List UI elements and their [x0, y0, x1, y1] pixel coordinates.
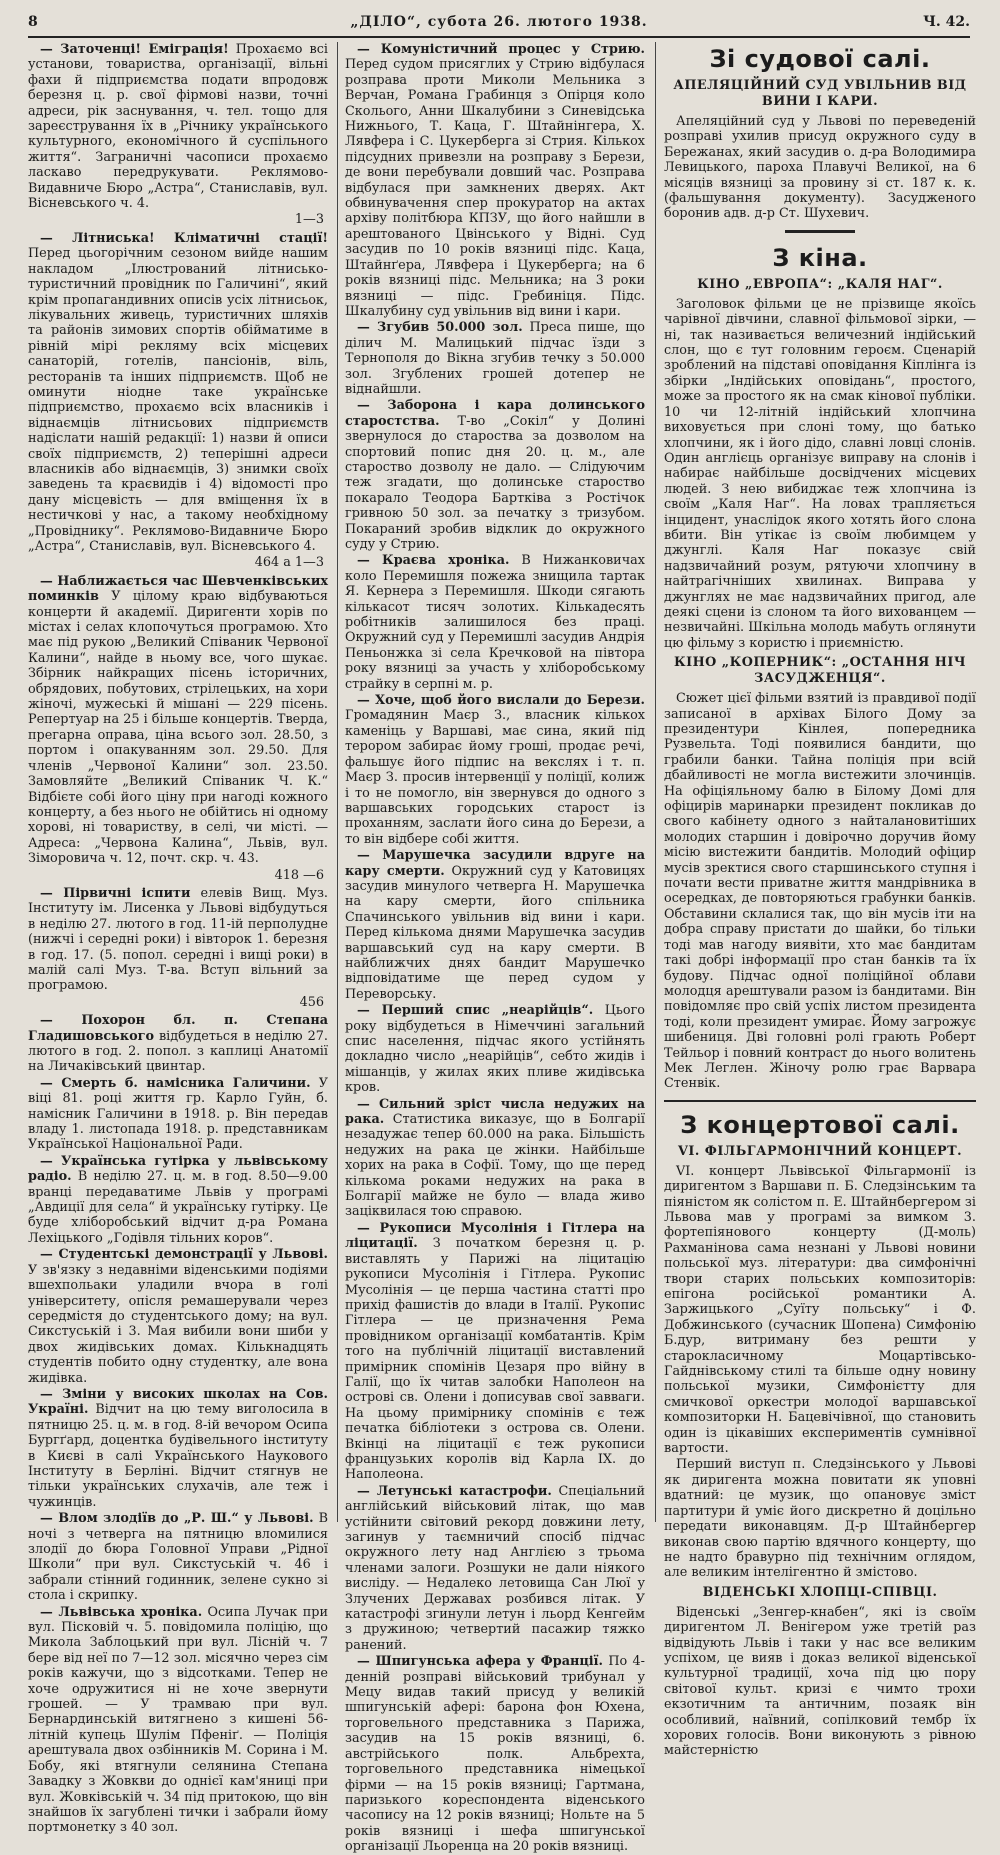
- column-1-news: [28, 42, 328, 1836]
- news-item-text: Громадянин Маєр З., власник кількох каменіць у Варшаві, має сина, який під терором забирає йому гроші, продає речі, фальшує його підпис на векслях і т. п. Маєр З. просив інтервенції у поліції, колиж і то не помогло, він звернувся до одного з варшавських городських старост із проханням, заслати його сина до Берези, а то він відбере собі життя.: [345, 708, 645, 847]
- news-item-lead: — Наближається час Шевченківських поминків: [28, 573, 328, 605]
- issue-number: Ч. 42.: [923, 14, 970, 30]
- header-rule: [28, 36, 970, 38]
- vienna-boys-subheading: ВІДЕНСЬКІ ХЛОПЦІ-СПІВЦІ.: [702, 1584, 938, 1600]
- ad-reference-number: 1—3: [294, 212, 324, 228]
- cinema-europa-subheading: КІНО „ЕВРОПА“: „КАЛЯ НАГ“.: [697, 276, 943, 292]
- news-item-text: Перед судом присяглих у Стрию відбулася розправа проти Миколи Мельника з Верчан, Романа Грабинця з Опірця коло Сколього, Анни Шкалубини з Синевідська Нижнього, Т. Каца, Г. Штайнінгера, Х. Лявфера і С. Цукерберга зі Стрия. Кількох підсудних привезли на розправу з Берези, де вони перебували довший час. Розправа відбулася при замкнених дверях. Акт обвинувачення спер прокуратор на актах архіву політбюра КПЗУ, що його найшли в арештованого Цвінського у Відні. Суд засудив по 10 років вязниці підс. Каца, Штайнґера, Лявфера і Цукерберга; на 6 років вязниці підс. Мельника; на 3 роки вязниці — підс. Гребиніця. Підс. Шкалубину суд увільнив від вини і кари.: [345, 57, 645, 319]
- news-item: [28, 574, 328, 867]
- news-item: [28, 42, 328, 211]
- news-item: [345, 1003, 645, 1095]
- news-item-lead: — Згубив 50.000 зол.: [357, 320, 523, 336]
- news-item-lead: — Сильний зріст числа недужих на рака.: [345, 1096, 645, 1128]
- news-item-text: У зв'язку з недавніми віденськими подіями вшехпольаки уладили вчора в голі університету, опісля ремашерували через середмістя до студентського дому; на вул. Сикстуській і 3. Мая вибили вони шиби у двох жидівських домах. Кількнадцять студентів побито одну студентку, але вона жидівка.: [28, 1262, 328, 1386]
- cinema-europa-review: Заголовок фільми це не прізвище якоїсь чарівної дівчини, славної фільмової зірки, — ні, так називається величезний індійський слон, що є тут головним героєм. Сценарій зроблений на підставі оповідання Кіплінга із збірки „Індійських оповідань“, простого, може за простого як на смак кінової публіки. 10 чи 12-літній індійський хлопчина виховується при слоні тому, що батько хлопчини, як і його дідо, славні ловці слонів. Один англієць організує виправу на слонів і набирає найбільше досвідчених місцевих людей. З нею вибиджає теж хлопчина із своїм „Каля Наг“. На ловах трапляється інцидент, унаслідок якого хотять його слона вбити. Він утікає із своїм любимцем у джунглі. Каля Наг показує свій надзвичайний розум, рятуючи хлопчину в найтрагічніших хвилинах. Виправа у джунглях не має надзвичайних пригод, але деякі сцени із слоном та його вихованцем — незвичайні. Шкільна молодь мабуть оглянути цю фільму з користю і приємністю.: [664, 296, 976, 651]
- news-item: [28, 1013, 328, 1075]
- news-item: [345, 553, 645, 692]
- news-item-lead: — Шпигунська афера у Франції.: [357, 1654, 603, 1670]
- court-article-text: Апеляційний суд у Львові по переведеній розправі ухилив присуд окружного суду в Бережанах, який засудив о. д-ра Володимира Левицького, пароха Плавучі Великої, на 6 місяців вязниці за провину зі ст. 187 к. к. (фальшування документу). Засудженого боронив адв. д-р Ст. Шухевич.: [664, 114, 976, 222]
- ad-reference-number: 464 а 1—3: [254, 555, 324, 571]
- philharmonic-concert-review-cont: Перший виступ п. Следзінського у Львові як диригента можна повитати як уповні вдатний: це музик, що опановує зміст партитури й уміє його дискретно й доцільно передати виконавцям. Д-р Штайнбергер виконав свою партію вдячного концерту, що не надто бравурно під технічним оглядом, але великим інтелігентно й змістово.: [664, 1457, 976, 1581]
- news-item: [28, 1511, 328, 1603]
- news-item-lead: — Літниська! Кліматичні стації!: [40, 230, 328, 246]
- news-item-text: У цілому краю відбуваються концерти й академії. Диригенти хорів по містах і селах клопочуться програмою. Хто має під рукою „Великий Співаник Червоної Калини“, найде в ньому все, чого шукає. Збірник найкращих пісень історичних, обрядових, побутових, стрілецьких, на хори жіночі, мужеські й мішані — 229 пісень. Репертуар на 25 і більше концертів. Тверда, прегарна оправа, ціна всього зол. 28.50, з портом і опакуванням зол. 29.50. Для членів „Червоної Калини“ зол. 23.50. Замовляйте „Великий Співаник Ч. К.“ Відбієте собі його ціну при нагоді кожного концерту, а без нього не обійтись ні одному хорові, ні товариству, в селі, чи місті. — Адреса: „Червона Калина“, Львів, вул. Зіморовича ч. 12, почт. скр. ч. 43.: [28, 589, 328, 867]
- news-item-text: Т-во „Сокіл“ у Долині звернулося до староства за дозволом на спортовий попис дня 20. ц. м., але староство дозволу не дало. — Слідуючим теж згадати, що долинське староство покарало Теодора Бартківа з Ростічок гривною 50 зол. за печатку з тризубом. Покараний зробив відклик до окружного суду у Стрию.: [345, 413, 645, 552]
- news-item-text: З початком березня ц. р. виставлять у Парижі на ліцитацію рукописи Мусолінія і Гітлера. Рукопис Мусолінія — це перша частина статті про прихід фашистів до влади в Італії. Рукопис Гітлера — це призначення Рема провідником організації комбатантів. Крім того на публічній ліцитації виставлений примірник спомінів Цезаря про війну в Галії, що їх читав залобки Наполеон на острові св. Олени і дописував свої завваги. На цьому примірнику спомінів є теж печатка бібліотеки з острова св. Олени. Вкінці на ліцитації є теж рукописи французьких королів від Карла IX. до Наполеона.: [345, 1236, 645, 1483]
- vienna-boys-review: Віденські „Зенгер-кнабен“, які із своїм диригентом Л. Венігером уже третій раз відвідують Львів і таки у нас все великим успіхом, це вияв і доказ великої віденської культурної традиції, хоча під цю пору світової культ. кризі є чимто трохи екзотичним та античним, позаяк він особливий, наївний, сопілковий тембр їх хорових голосів. Вони виконують з рівною майстерністю: [664, 1604, 976, 1759]
- news-item-text: Прохаємо всі установи, товариства, організації, вільні фахи й підприємства подати впродовж березня ц. р. свої фірмові назви, точні адреси, рік заснування, ч. тел. тощо для зареєстрування їх в „Річнику українського культурного, економічного й суспільного життя“. Заграничні часописи прохаємо ласкаво передрукувати. Реклямово-Видавниче Бюро „Астра“, Станиславів, вул. Вісневського ч. 4.: [28, 42, 328, 212]
- news-item-lead: — Студентські демонстрації у Львові.: [40, 1247, 328, 1263]
- news-item: [345, 1221, 645, 1483]
- column-divider: [655, 42, 656, 1522]
- news-item-lead: — Заборона і кара долинського старостства.: [345, 398, 645, 429]
- news-item-text: Окружний суд у Катовицях засудив минулого четверга Н. Марушечка на кару смерти, його спільника Спачинського увільнив від вини і кари. Перед кількома днями Марушечка засудив варшавський суд на кару смерти. В найближчих днях бандит Марушечко відповідатиме ще перед судом у Переворську.: [345, 863, 645, 1002]
- news-item: [345, 1654, 645, 1854]
- cinema-section-heading: З кіна.: [772, 243, 868, 272]
- column-divider: [337, 42, 338, 1522]
- news-item-lead: — Перший спис „неарійців“.: [357, 1003, 594, 1019]
- news-item-lead: — Влом злодіїв до „Р. Ш.“ у Львові.: [40, 1511, 314, 1527]
- court-section-heading: Зі судової салі.: [709, 45, 931, 73]
- news-item-text: елевів Вищ. Муз. Інституту ім. Лисенка у Львові відбудуться в неділю 27. лютого в год. 11-ій перполудне (нижчі і середні роки) і вівторок 1. березня в год. 17. (5. попол. середні і вищі роки) в малій салі Муз. Т-ва. Вступ вільний за програмою.: [28, 885, 328, 994]
- news-item-text: В Нижанковичах коло Перемишля пожежа знищила тартак Я. Кернера з Перемишля. Шкоди сягають кількасот тисяч золотих. Кількадесять робітників залишилося без праці. Окружний суд у Перемишлі засудив Андрія Пеньонжка зі села Кречковой на півтора року вязниці за участь у хліборобському страйку в серпні м. р.: [345, 553, 645, 692]
- news-item-lead: — Львівська хроніка.: [40, 1604, 203, 1620]
- cinema-kopernyk-subheading: КІНО „КОПЕРНИК“: „ОСТАННЯ НІЧ ЗАСУДЖЕНЦЯ“.: [673, 655, 967, 687]
- news-item-text: По 4-денній розправі військовий трибунал у Мецу видав такий присуд у великій шпигунській афері: барона фон Юхена, торговельного представника з Парижа, засудив на 15 років вязниці, 6. австрійського полк. Альбрехта, торговельного представника німецької фірми — на 15 років вязниці; Гартмана, паризького кореспондента віденського часопису на 12 років вязниці; Нольте на 5 років вязниці і шефа шпигунської організації Льоренца на 20 років вязниці.: [345, 1654, 645, 1855]
- cinema-kopernyk-review: Сюжет цієї фільми взятий із правдивої події записаної в архівах Білого Дому за президентури Кінлея, попередника Рузвельта. Тоді появилися бандити, що грабили банки. Тайна поліція при всій дбайливості не могла вистежити злочинців. На офіціяльному балю в Білому Домі для офіцирів маринарки президент покликав до свого кабінету одного з найталановитіших молодих старшин і довірочно доручив йому місію вистежити бандитів. Молодий офіцир мусів зректися свого старшинського ступня і почати вести приватне життя мандрівника в осередках, де повторяються грабунки банків. Обставини склалися так, що він мусів іти на добра справу пристати до шайки, бо тільки тоді мав нагоду виявіти, хто має бандитам такі добрі інформації про стан банків та їх будову. Підчас одної поліційної облави молодця арештували разом із бандитами. Він повідомляє про свій успіх листом президента тоді, коли президент умирає. Йому загрожує шибениця. Дві головні ролі грають Роберт Тейльор і повний контраст до нього волитень Мек Леглен. Жіночу ролю грає Варвара Стенвік.: [664, 691, 976, 1092]
- news-item-lead: — Зміни у високих школах на Сов. Україні.: [28, 1386, 328, 1418]
- news-item-text: У віці 81. році життя гр. Карло Гуйн, б. намісник Галичини в 1918. р. Він передав владу 1. листопада 1918. р. представникам Української Національної Ради.: [28, 1075, 328, 1153]
- news-item-text: Перед цьогорічним сезоном вийде нашим накладом „Ілюстрований літнисько-туристичний провідник по Галичині“, який крім пропагандивних описів усіх літнисьок, лікувальних живець, туристичних шляхів та районів зимових спортів обійматиме в рівній мірі рекляму всіх місцевих санаторій, готелів, пансіонів, віль, ресторанів та інших підприємств. Щоб не оминути ніодне таке українське підприємство, прохаємо всіх власників і віднаємців літнисьових підприємств надіслати нашій редакції: 1) назви й описи своїх підприємств, 2) теперішні адреси власників або віднаємців, 3) знимки своїх заведень та краєвидів і 4) відомості про дану місцевість — для вміщення їх в нестичкові у нас, а такому необхідному „Провіднику“. Реклямово-Видавниче Бюро „Астра“, Станиславів, вул. Вісневського 4.: [28, 246, 328, 554]
- section-separator: [664, 1100, 976, 1102]
- news-item-lead: — Краєва хроніка.: [357, 553, 510, 569]
- news-item: [28, 231, 328, 555]
- news-item-text: Цього року відбудеться в Німеччині загальний спис населення, підчас якого устійнять докладно число „неарійців“, себто жидів і мішанців, у жилах яких пливе жидівська кров.: [345, 1003, 645, 1096]
- news-item: [28, 1154, 328, 1246]
- news-item: [345, 693, 645, 847]
- news-item-lead: — Рукописи Мусолінія і Гітлера на ліцитації.: [345, 1220, 645, 1252]
- news-item: [345, 42, 645, 319]
- news-item-text: Осипа Лучак при вул. Пісковій ч. 5. повідомила поліцію, що Микола Заблоцький при вул. Лісній ч. 7 бере від неї по 7—12 зол. місячно через сім років кажучи, що з відсотками. Тепер не хоче одружитися ні не хоче звернути грошей. — У трамваю при вул. Бернардинській витягнено з кишені 56-літній купець Шулім Пфеніґ. — Поліція арештувала двох озбінників М. Сорина і М. Бобу, які втягнули селянина Степана Завадку з Жовкви до однієї кам'яниці при вул. Жовківській ч. 34 під притокою, що він знайшов їх загублені тички і забрали йому портмонетку з 40 зол.: [28, 1604, 328, 1836]
- column-3-reviews: [664, 42, 976, 1759]
- news-item-text: Статистика виказує, що в Болгарії незадужає тепер 60.000 на рака. Більшість недужих на рака це жінки. Найбільше хорих на рака в Софії. Тому, що ще перед кількома роками недужих на рака в Болгарії майже не було — влада живо заціквилася тою справою.: [345, 1112, 645, 1220]
- news-item: [345, 320, 645, 397]
- news-item: [345, 848, 645, 1002]
- news-item-lead: — Хоче, щоб його вислали до Берези.: [357, 693, 645, 709]
- news-item: [28, 886, 328, 994]
- news-item-lead: — Марушечка засудили вдруге на кару смерти.: [345, 848, 645, 879]
- news-item-lead: — Пірвичні іспити: [40, 885, 191, 901]
- court-article-subheading: АПЕЛЯЦІЙНИЙ СУД УВІЛЬНИВ ВІД ВИНИ І КАРИ.: [673, 78, 967, 109]
- philharmonic-concert-subheading: VI. ФІЛЬГАРМОНІЧНИЙ КОНЦЕРТ.: [677, 1143, 963, 1159]
- news-item: [345, 1484, 645, 1653]
- news-item: [28, 1387, 328, 1510]
- newspaper-title: „ДІЛО“, субота 26. лютого 1938.: [350, 14, 648, 30]
- concert-section-heading: З концертової салі.: [680, 1110, 960, 1139]
- section-separator: [785, 230, 855, 233]
- news-item-lead: — Смерть б. намісника Галичини.: [40, 1075, 311, 1091]
- news-item: [28, 1605, 328, 1836]
- ad-reference-number: 418 —6: [274, 867, 324, 883]
- ad-reference-number: 456: [299, 994, 324, 1010]
- news-item: [28, 1247, 328, 1386]
- news-item-lead: — Похорон бл. п. Степана Гладишовського: [28, 1013, 328, 1044]
- news-item-text: В ночі з четверга на пятницю вломилися злодії до бюра Головної Управи „Рідної Школи“ при вул. Сикстуській ч. 46 і забрали стінний годинник, зелене сукно зі стола і скрипку.: [28, 1511, 328, 1604]
- news-item-text: Відчит на цю тему виголосила в пятницю 25. ц. м. в год. 8-ій вечором Осипа Бургґард, доцентка будівельного інституту в Києві в салі Українського Наукового Інституту в Берліні. Відчит стягнув не тільки українських слухачів, але теж і чужинців.: [28, 1402, 328, 1510]
- news-item-lead: — Заточенці! Еміграція!: [40, 42, 229, 57]
- news-item-text: відбудеться в неділю 27. лютого в год. 2. попол. з каплиці Анатомії на Личаківський цвинтар.: [28, 1028, 328, 1075]
- page-header: [28, 14, 970, 36]
- news-item: [345, 398, 645, 552]
- news-item: [28, 1076, 328, 1153]
- news-item-lead: — Летунські катастрофи.: [357, 1483, 552, 1499]
- news-item-lead: — Комуністичний процес у Стрию.: [357, 42, 645, 57]
- column-2-news: [345, 42, 645, 1855]
- page-number: 8: [28, 14, 38, 30]
- news-item-text: Преса пише, що ділич М. Малицький підчас їзди з Тернополя до Вікна згубив течку з 50.000 зол. Згублених грошей дотепер не віднайшли.: [345, 320, 645, 397]
- news-item-lead: — Українська гутірка у львівському радіо.: [28, 1153, 328, 1185]
- news-item-text: Спеціальний англійський військовий літак, що мав устійнити світовий рекорд довжини лету, загинув у таємничий спосіб підчас окружного лету над Англією з трьома членами залоги. Розшуки не дали ніякого висліду. — Недалеко летовища Сан Люї у Злучених Державах розбився літак. У катастрофі згинули летун і льорд Кенгейм з дружиною; четвертий пасажир тяжко ранений.: [345, 1483, 645, 1653]
- news-item-text: В неділю 27. ц. м. в год. 8.50—9.00 вранці передаватиме Львів у програмі „Авдиції для села“ й українську гутірку. Це буде хліборобський відчит д-ра Романа Лехіцького „Годівля тільних коров“.: [28, 1169, 328, 1246]
- philharmonic-concert-review: VI. концерт Львівської Фільгармонії із диригентом з Варшави п. Б. Следзінським та піяністом як солістом п. Е. Штайнбергером зі Львова мав у програмі за вимком 3. фортепіянового концерту (Д-моль) Рахманінова сама незнані у Львові новини польської муз. літератури: два симфонічні твори старих польських композиторів: епігона російської романтики А. Заржицького „Суїту польську“ і Ф. Добжинського (сучасник Шопена) Симфонію Б.дур, витриману без решти у старокласичному Моцартівсько-Гайднівському стилі та більше одну новину польської музики, Симфонієтту для смичкової оркестри молодої варшавської композиторки Н. Бацевічівної, що становить один із цікавіших експериментів сумнівної вартости.: [664, 1163, 976, 1457]
- news-item: [345, 1097, 645, 1220]
